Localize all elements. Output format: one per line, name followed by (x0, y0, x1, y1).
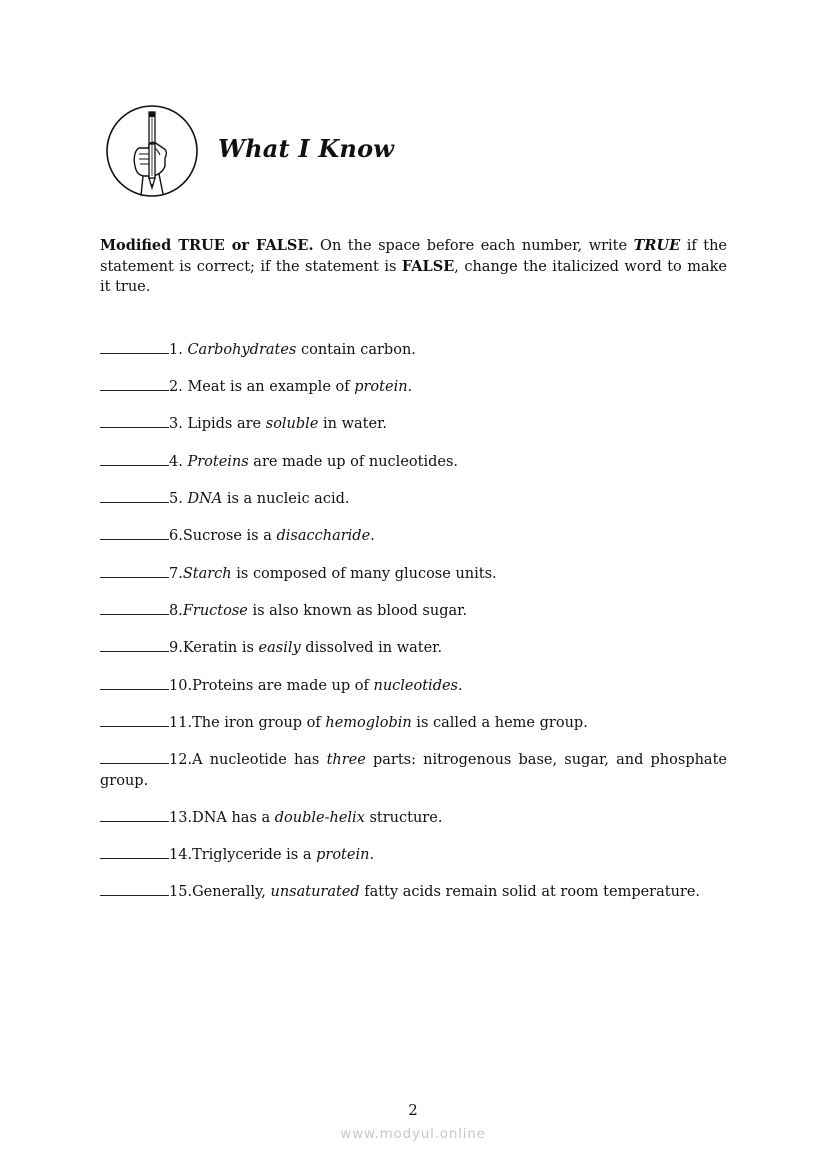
answer-blank[interactable] (100, 376, 169, 391)
question-text: parts: nitrogenous base, sugar, and phosphate group. (100, 752, 727, 789)
question-item (100, 807, 727, 829)
question-italic-word: soluble (265, 416, 319, 432)
question-number: 3. (169, 416, 188, 432)
question-text: contain carbon. (296, 342, 416, 358)
question-text: Lipids are (187, 416, 266, 432)
question-text: is also known as blood sugar. (247, 603, 468, 619)
question-item (100, 488, 727, 510)
question-text: Proteins are made up of (192, 678, 374, 694)
question-text: structure. (364, 810, 443, 826)
question-item (100, 600, 727, 622)
answer-blank[interactable] (100, 881, 169, 896)
question-number: 6. (169, 528, 183, 544)
answer-blank[interactable] (100, 675, 169, 690)
question-number: 1. (169, 342, 188, 358)
answer-blank[interactable] (100, 413, 169, 428)
question-text: . (407, 379, 413, 395)
question-italic-word: protein (354, 379, 408, 395)
answer-blank[interactable] (100, 844, 169, 859)
question-italic-word: easily (258, 640, 301, 656)
question-italic-word: protein (316, 847, 370, 863)
question-text: Generally, (192, 884, 271, 900)
question-item (100, 339, 727, 361)
question-item (100, 451, 727, 473)
question-italic-word: unsaturated (270, 884, 360, 900)
question-item (100, 749, 727, 791)
answer-blank[interactable] (100, 339, 169, 354)
question-italic-word: Carbohydrates (187, 342, 297, 358)
answer-blank[interactable] (100, 563, 169, 578)
question-item (100, 844, 727, 866)
instructions-false-word: FALSE (401, 257, 455, 275)
question-text: . (369, 847, 375, 863)
question-item (100, 637, 727, 659)
question-text: dissolved in water. (300, 640, 443, 656)
question-number: 12. (169, 752, 193, 768)
question-number: 5. (169, 491, 188, 507)
instructions-text: On the space before each number, write (313, 238, 634, 254)
question-italic-word: nucleotides (373, 678, 458, 694)
answer-blank[interactable] (100, 488, 169, 503)
question-number: 9. (169, 640, 183, 656)
question-italic-word: hemoglobin (325, 715, 412, 731)
question-italic-word: three (326, 752, 366, 768)
answer-blank[interactable] (100, 807, 169, 822)
answer-blank[interactable] (100, 712, 169, 727)
question-item (100, 413, 727, 435)
answer-blank[interactable] (100, 637, 169, 652)
answer-blank[interactable] (100, 600, 169, 615)
instructions-text: if the statement is correct; if the statement is (100, 238, 727, 275)
question-text: A nucleotide has (192, 752, 327, 768)
question-number: 13. (169, 810, 193, 826)
question-number: 11. (169, 715, 193, 731)
page-title: What I Know (218, 134, 395, 163)
question-number: 15. (169, 884, 193, 900)
question-item (100, 881, 727, 903)
question-text: . (458, 678, 463, 694)
watermark: www.modyul.online (340, 1126, 486, 1142)
answer-blank[interactable] (100, 525, 169, 540)
question-italic-word: disaccharide (276, 528, 371, 544)
question-text: in water. (318, 416, 388, 432)
answer-blank[interactable] (100, 749, 169, 764)
question-item (100, 563, 727, 585)
question-number: 10. (169, 678, 193, 694)
section-header (105, 104, 505, 199)
question-italic-word: Proteins (187, 454, 249, 470)
question-italic-word: Fructose (182, 603, 248, 619)
question-item (100, 712, 727, 734)
instructions-text: , change the italicized word to make it true. (100, 258, 727, 295)
question-number: 14. (169, 847, 193, 863)
question-text: Meat is an example of (187, 379, 355, 395)
hand-holding-pencil-icon (105, 104, 199, 198)
question-text: Keratin is (182, 640, 259, 656)
question-item (100, 525, 727, 547)
instructions (100, 236, 727, 298)
question-text: is composed of many glucose units. (231, 566, 497, 582)
instructions-true-word: TRUE (633, 237, 681, 254)
question-text: The iron group of (192, 715, 326, 731)
question-text: are made up of nucleotides. (248, 454, 459, 470)
question-text: is called a heme group. (411, 715, 588, 731)
question-italic-word: double-helix (274, 810, 365, 826)
instructions-lead: Modified TRUE or FALSE. (100, 237, 314, 254)
question-number: 8. (169, 603, 183, 619)
question-italic-word: Starch (182, 566, 232, 582)
answer-blank[interactable] (100, 451, 169, 466)
question-number: 7. (169, 566, 183, 582)
question-italic-word: DNA (187, 491, 223, 507)
question-text: . (370, 528, 375, 544)
page-number: 2 (408, 1101, 418, 1119)
question-text: Sucrose is a (182, 528, 277, 544)
question-text: Triglyceride is a (192, 847, 317, 863)
question-text: fatty acids remain solid at room temperature. (359, 884, 701, 900)
question-number: 4. (169, 454, 188, 470)
question-text: DNA has a (192, 810, 275, 826)
question-item (100, 675, 727, 697)
question-item (100, 376, 727, 398)
question-number: 2. (169, 379, 188, 395)
question-text: is a nucleic acid. (222, 491, 350, 507)
